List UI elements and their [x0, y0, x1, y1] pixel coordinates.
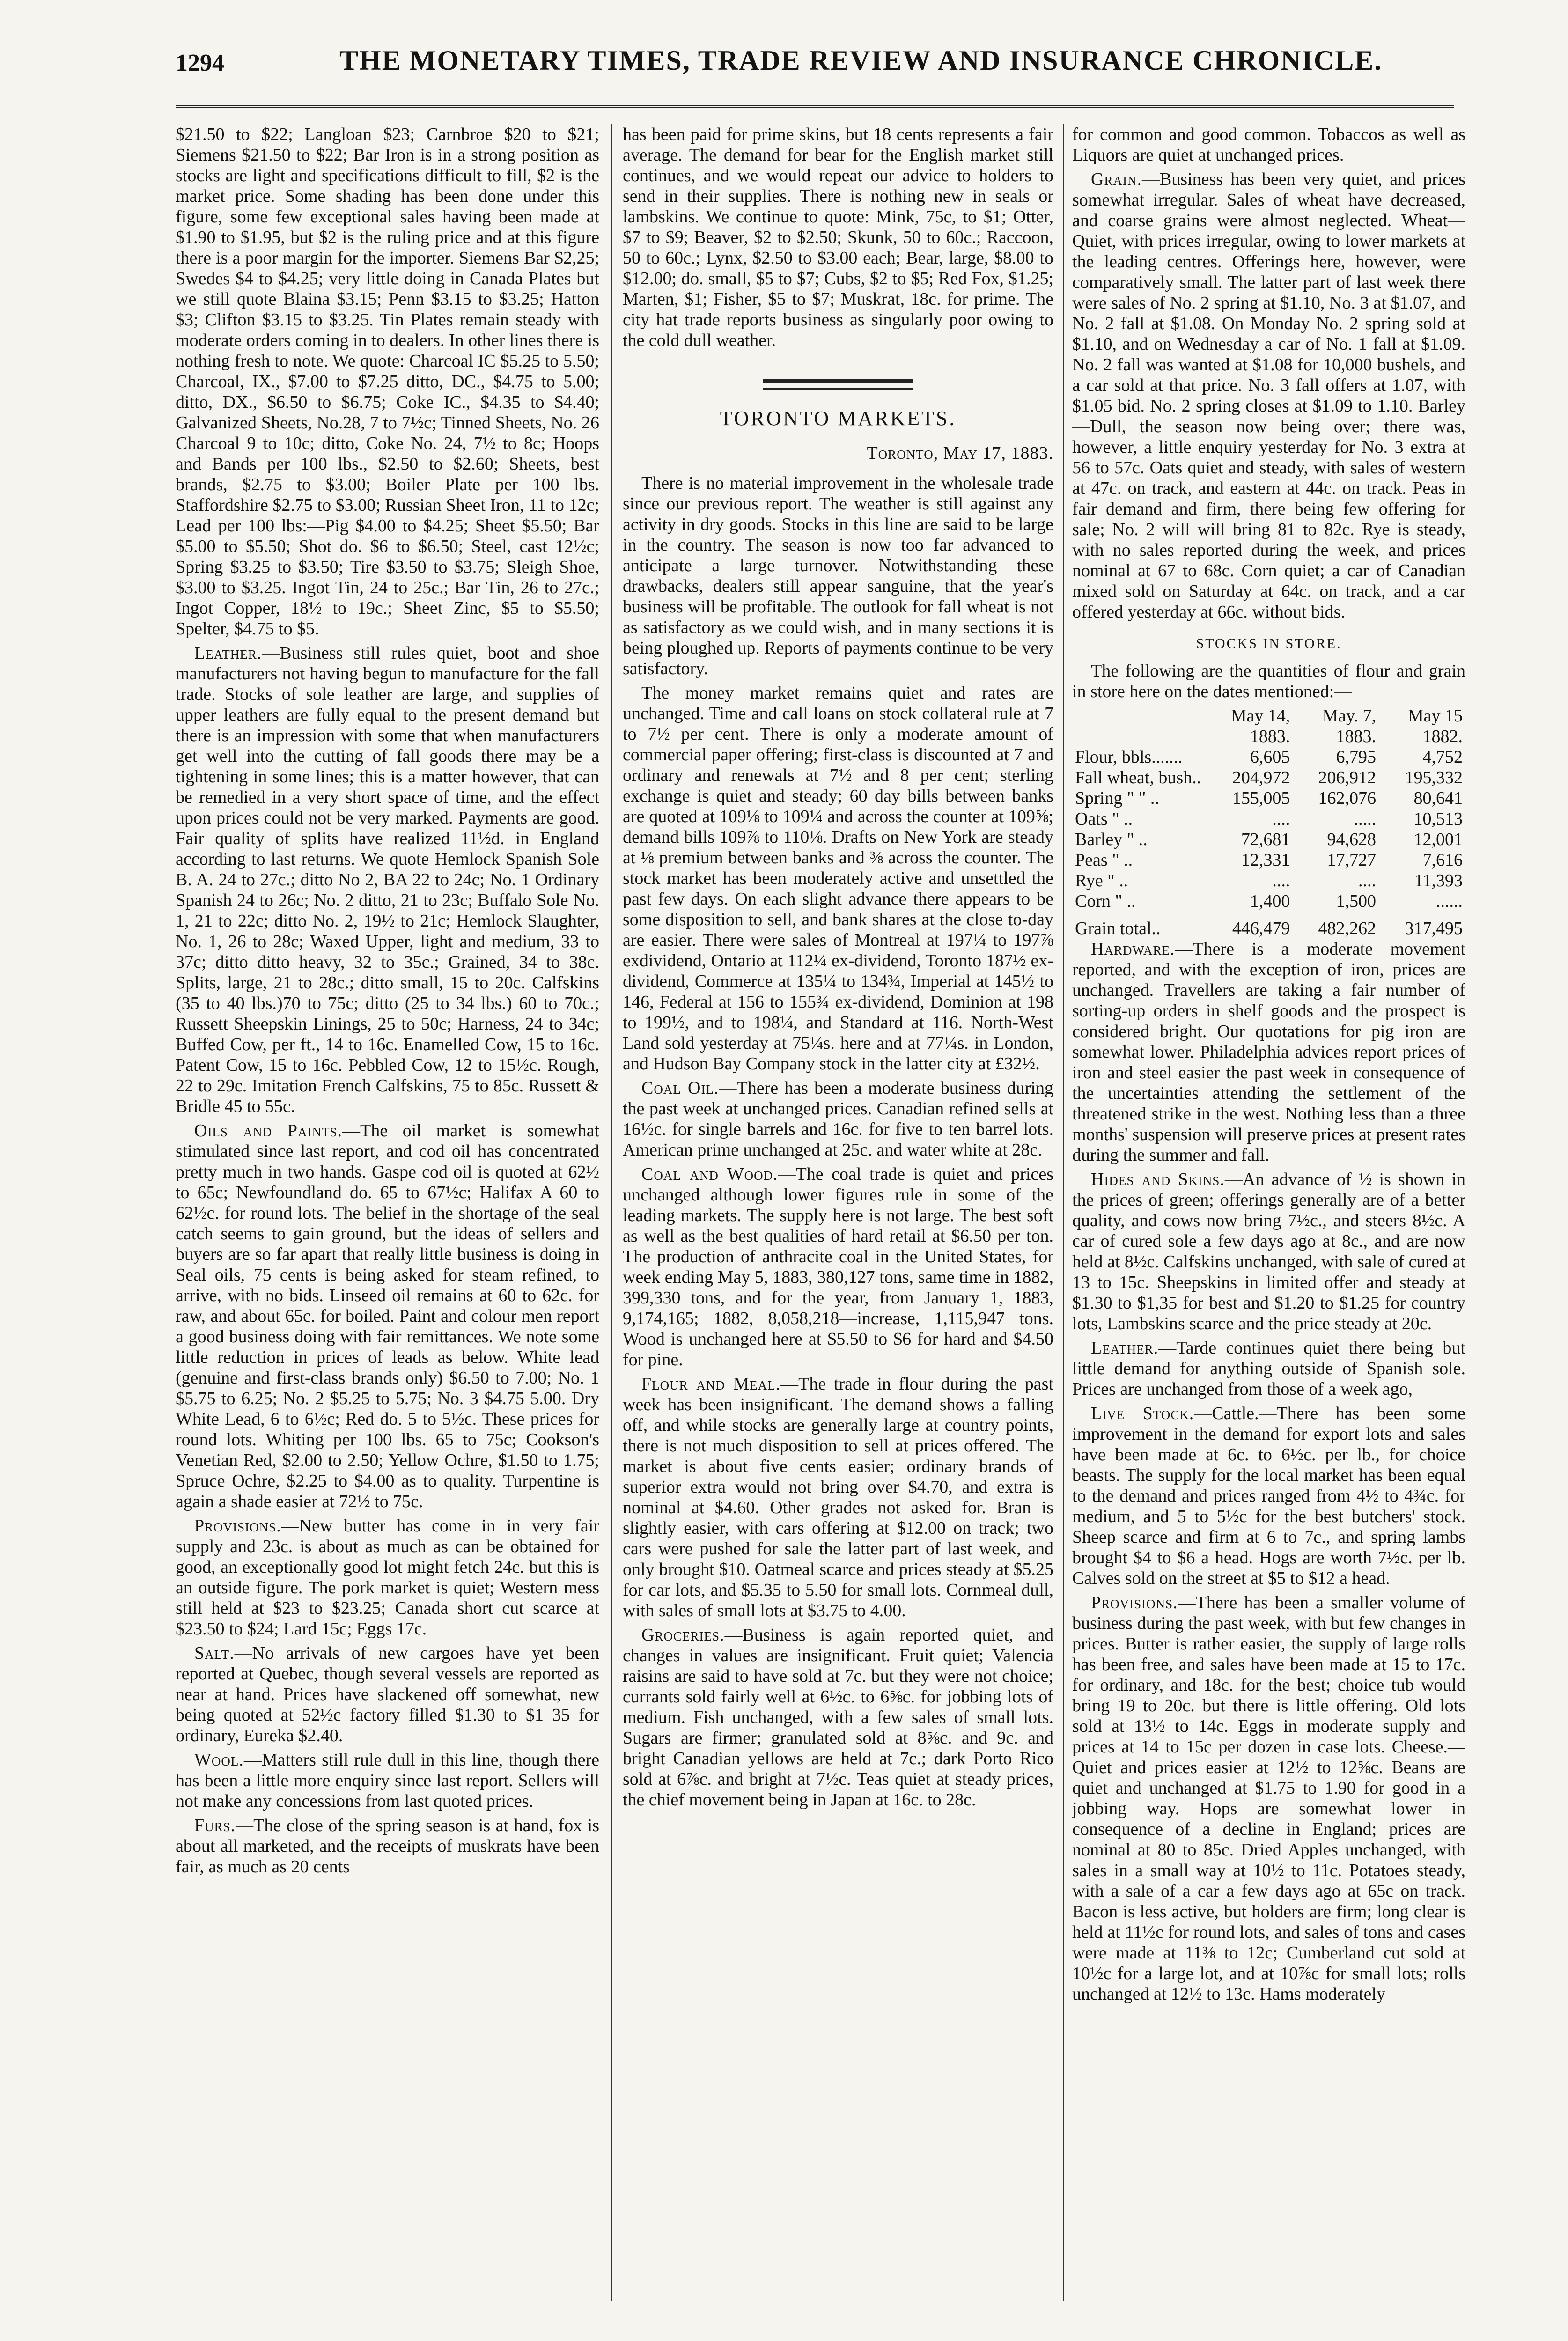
table-row — [1072, 809, 1465, 829]
row-label: Spring " " .. — [1075, 788, 1159, 808]
section-heading: Coal Oil. — [641, 1078, 719, 1098]
paragraph-text: —There is a moderate movement reported, and with the exception of iron, prices are unchanged. Travellers are taking a fair number of sorting-up orders in shelf goods and the prospect is considered bright. Our quotations for pig iron are somewhat lower. Philadelphia advices report prices of iron and steel easier the past week in consequence of the uncertainties attending the settlement of the threatened strike in the west. Nothing less than a three months' suspension will preserve prices at present rates during the summer and fall. — [1072, 939, 1465, 1165]
cell: 482,262 — [1318, 919, 1376, 938]
row-label: Rye " .. — [1075, 871, 1128, 891]
cell: 11,393 — [1414, 871, 1463, 891]
column-header: May 15 1882. — [1407, 706, 1463, 746]
section-rule — [763, 388, 913, 390]
row-label: Barley " .. — [1075, 830, 1148, 849]
section-title: TORONTO MARKETS. — [720, 407, 957, 430]
column-divider — [611, 124, 612, 2301]
cell: 6,795 — [1336, 747, 1376, 767]
paragraph-text: —Business still rules quiet, boot and shoe manufacturers not having begun to manufacture for the fall trade. Stocks of sole leather are large, and supplies of upper leathers are fully equal to the present demand but there is an impression with some that when manufacturers get well into the cutting of fall goods there may be a tightening in some lines; this is a matter however, that can be remedied in a very short space of time, and the effect upon prices could not be very marked. Payments are good. Fair quality of splits have realized 11½d. in England according to last returns. We quote Hemlock Spanish Sole B. A. 24 to 27c.; ditto No 2, BA 22 to 24c; No. 1 Ordinary Spanish 24 to 26c; No. 2 ditto, 21 to 23c; Buffalo Sole No. 1, 21 to 22c; ditto No. 2, 19½ to 21c; Hemlock Slaughter, No. 1, 26 to 28c; Waxed Upper, light and medium, 33 to 37c; ditto ditto heavy, 32 to 35c.; Grained, 34 to 38c. Splits, large, 21 to 28c.; ditto small, 15 to 20c. Calfskins (35 to 40 lbs.)70 to 75c; ditto (25 to 34 lbs.) 60 to 70c.; Russett Sheepskin Linings, 25 to 50c; Harness, 24 to 34c; Buffed Cow, per ft., 14 to 16c. Enamelled Cow, 15 to 16c. Patent Cow, 15 to 16c. Pebbled Cow, 12 to 15½c. Rough, 22 to 29c. Imitation French Calfskins, 75 to 85c. Russett & Bridle 45 to 55c. — [176, 643, 599, 1116]
cell: 204,972 — [1232, 768, 1290, 788]
cell: 12,001 — [1413, 830, 1463, 849]
row-label: Fall wheat, bush.. — [1075, 768, 1201, 788]
paragraph-text: —The coal trade is quiet and prices unchanged although lower figures rule in some of the leading markets. The supply here is not large. The best soft as well as the best qualities of hard retail at $6.50 per ton. The production of anthracite coal in the United States, for week ending May 5, 1883, 380,127 tons, same time in 1882, 399,330 tons, and for the year, from January 1, 1883, 9,174,165; 1882, 8,058,218—increase, 1,115,947 tons. Wood is unchanged here at $5.50 to $6 for hard and $4.50 for pine. — [623, 1164, 1053, 1369]
section-heading: Groceries. — [641, 1625, 725, 1645]
hides-skins-paragraph — [1072, 1169, 1465, 1334]
cell: 1,400 — [1250, 891, 1290, 911]
section-heading: Furs. — [194, 1816, 236, 1835]
cell: 206,912 — [1318, 768, 1376, 788]
column-1 — [176, 124, 599, 2297]
row-label: Corn " .. — [1075, 891, 1136, 911]
furs-paragraph — [176, 1815, 599, 1877]
table-row — [1072, 829, 1465, 850]
paragraph-text: —Business is again reported quiet, and changes in values are insignificant. Fruit quiet; Valencia raisins are said to have sold at 7c. but they were not choice; currants sold fairly well at 6½c. to 6⅝c. for jobbing lots of medium. Fish unchanged, with a few sales of small lots. Sugars are firmer; granulated sold at 8⅝c. and 9c. and bright Canadian yellows are held at 7c.; dark Porto Rico sold at 6⅞c. and bright at 7½c. Teas quiet at steady prices, the chief movement being in Japan at 16c. to 28c. — [623, 1625, 1053, 1810]
live-stock-paragraph — [1072, 1403, 1465, 1589]
cell: .... — [1272, 871, 1290, 891]
paragraph-text: —There has been a smaller volume of business during the past week, with but few changes in prices. Butter is rather easier, the supply of large rolls has been free, and sales have been made at 15 to 17c. for ordinary, and 18c. for the best; choice tub would bring 19 to 20c. but there is little offering. Old lots sold at 13½ to 14c. Eggs in moderate supply and prices at 14 to 15c per dozen in case lots. Cheese.—Quiet and prices easier at 12½ to 12⅝c. Beans are quiet and unchanged at $1.75 to 1.90 for good in a jobbing way. Hops are somewhat lower in consequence of a decline in England; prices are nominal at 80 to 85c. Dried Apples unchanged, with sales in a small way at 10½ to 11c. Potatoes steady, with a sale of a car a few days ago at 65c on track. Bacon is less active, but holders are firm; long clear is held at 11½c for round lots, and sales of tons and cases were made at 11⅜ to 12c; Cumberland cut sold at 10½c for a large lot, and at 10⅞c for small lots; rolls unchanged at 12½ to 13c. Hams moderately — [1072, 1593, 1465, 2004]
groceries-continued-paragraph: for common and good common. Tobaccos as well as Liquors are quiet at unchanged prices. — [1072, 125, 1465, 165]
iron-paragraph: $21.50 to $22; Langloan $23; Carnbroe $20 to $21; Siemens $21.50 to $22; Bar Iron is in a strong position as stocks are light and specifications difficult to fill, $2 is the market price. Some shading has been done under this figure, some few exceptional sales having been made at $1.90 to $1.95, but $2 is the ruling price and at this figure there is a poor margin for the importer. Siemens Bar $2,25; Swedes $4 to $4.25; very little doing in Canada Plates but we still quote Blaina $3.15; Penn $3.15 to $3.25; Hatton $3; Clifton $3.15 to $3.25. Tin Plates remain steady with moderate orders coming in to dealers. In other lines there is nothing fresh to note. We quote: Charcoal IC $5.25 to 5.50; Charcoal, IX., $7.00 to $7.25 ditto, DC., $4.75 to 5.00; ditto, DX., $6.50 to $6.75; Coke IC., $4.35 to $4.40; Galvanized Sheets, No.28, 7 to 7½c; Tinned Sheets, No. 26 Charcoal 9 to 10c; ditto, Coke No. 24, 7½ to 8c; Hoops and Bands per 100 lbs., $2.50 to $2.60; Sheets, best brands, $2.75 to $3.00; Boiler Plate per 100 lbs. Staffordshire $2.75 to $3.00; Russian Sheet Iron, 11 to 12c; Lead per 100 lbs:—Pig $4.00 to $4.25; Sheet $5.50; Bar $5.00 to $5.50; Shot do. $6 to $6.50; Steel, cast 12½c; Spring $3.25 to $3.50; Tire $3.50 to $3.75; Sleigh Shoe, $3.00 to $3.25. Ingot Tin, 24 to 25c.; Bar Tin, 26 to 27c.; Ingot Copper, 18½ to 19c.; Sheet Zinc, $5 to $5.50; Spelter, $4.75 to $5. — [176, 125, 599, 639]
section-rule — [763, 379, 913, 383]
cell: 317,495 — [1405, 919, 1463, 938]
cell: 7,616 — [1422, 850, 1463, 870]
salt-paragraph — [176, 1643, 599, 1746]
stocks-table — [1072, 706, 1465, 939]
provisions-paragraph — [1072, 1592, 1465, 2004]
paragraph-text: —There has been a moderate business during the past week at unchanged prices. Canadian refined sells at 16½c. for single barrels and 16c. for five to ten barrel lots. American prime unchanged at 25c. and water white at 28c. — [623, 1078, 1053, 1160]
section-heading: Salt. — [194, 1643, 235, 1663]
section-heading: Provisions. — [1091, 1593, 1178, 1612]
page-number: 1294 — [176, 50, 224, 76]
section-heading: Oils and Paints. — [194, 1121, 343, 1141]
coal-wood-paragraph — [623, 1164, 1053, 1370]
leather-paragraph — [176, 643, 599, 1117]
cell: .... — [1272, 809, 1290, 829]
cell: 4,752 — [1422, 747, 1463, 767]
table-row — [1072, 788, 1465, 809]
column-divider — [1063, 124, 1064, 2301]
table-row — [1072, 747, 1465, 767]
journal-title: THE MONETARY TIMES, TRADE REVIEW AND INSURANCE CHRONICLE. — [339, 45, 1383, 76]
header-rule — [176, 105, 1454, 108]
table-row — [1072, 891, 1465, 912]
table-row — [1072, 767, 1465, 788]
cell: 6,605 — [1250, 747, 1290, 767]
groceries-paragraph — [623, 1625, 1053, 1810]
cell: 446,479 — [1232, 919, 1290, 938]
cell: 12,331 — [1241, 850, 1290, 870]
coal-oil-paragraph — [623, 1078, 1053, 1160]
page-header — [176, 44, 1454, 119]
section-heading: Leather. — [194, 643, 262, 663]
furs-continued-paragraph: has been paid for prime skins, but 18 cents represents a fair average. The demand for bear for the English market still continues, and we would repeat our advice to holders to send in their supplies. There is nothing new in seals or lambskins. We continue to quote: Mink, 75c, to $1; Otter, $7 to $9; Beaver, $2 to $2.50; Skunk, 50 to 60c.; Raccoon, 50 to 60c.; Lynx, $2.50 to $3.00 each; Bear, large, $8.00 to $12.00; do. small, $5 to $7; Cubs, $2 to $5; Red Fox, $1.25; Marten, $1; Fisher, $5 to $7; Muskrat, 18c. for prime. The city hat trade reports business as singularly poor owing to the cold dull weather. — [623, 125, 1053, 350]
paragraph-text: —Tarde continues quiet there being but little demand for anything outside of Spanish sole. Prices are unchanged from those of a week ago, — [1072, 1338, 1465, 1399]
section-heading: Live Stock. — [1091, 1404, 1194, 1423]
stocks-heading: STOCKS IN STORE. — [1196, 636, 1342, 651]
cell: 17,727 — [1327, 850, 1376, 870]
section-heading: Hardware. — [1091, 939, 1175, 959]
cell: 72,681 — [1241, 830, 1290, 849]
column-2 — [623, 124, 1053, 2297]
intro-paragraph: There is no material improvement in the wholesale trade since our previous report. The weather is still against any activity in dry goods. Stocks in this line are said to be large in the country. The season is now too far advanced to anticipate a large turnover. Notwithstanding these drawbacks, dealers still appear sanguine, that the year's business will be profitable. The outlook for fall wheat is not as satisfactory as we could wish, and in many sections it is being ploughed up. Reports of payments continue to be very satisfactory. — [623, 473, 1053, 678]
paragraph-text: —The close of the spring season is at hand, fox is about all marketed, and the receipts of muskrats have been fair, as much as 20 cents — [176, 1816, 599, 1877]
leather-paragraph — [1072, 1338, 1465, 1399]
section-heading: Provisions. — [194, 1516, 281, 1536]
table-total-row — [1072, 912, 1465, 939]
cell: 10,513 — [1413, 809, 1463, 829]
row-label: Grain total.. — [1075, 919, 1161, 938]
table-row — [1072, 850, 1465, 870]
cell: ...... — [1436, 891, 1463, 911]
cell: 94,628 — [1327, 830, 1376, 849]
flour-meal-paragraph — [623, 1374, 1053, 1621]
cell: 155,005 — [1232, 788, 1290, 808]
paragraph-text: —New butter has come in in very fair supply and 23c. is about as much as can be obtained for good, an exceptionally good lot might fetch 24c. but this is an outside figure. The pork market is quiet; Western mess still held at $23 to $23.25; Canada short cut scarce at $23.50 to $24; Lard 15c; Eggs 17c. — [176, 1516, 599, 1639]
section-heading: Grain. — [1091, 169, 1142, 189]
column-header: May 14, 1883. — [1230, 706, 1290, 746]
section-heading: Hides and Skins. — [1091, 1170, 1225, 1189]
money-market-paragraph: The money market remains quiet and rates are unchanged. Time and call loans on stock collateral rule at 7 to 7½ per cent. There is only a moderate amount of commercial paper offering; first-class is discounted at 7 and ordinary and renewals at 7½ and 8 per cent; sterling exchange is quiet and steady; 60 day bills between banks are quoted at 109⅛ to 109¼ and across the counter at 109⅝; demand bills 109⅞ to 110⅛. Drafts on New York are steady at ⅛ premium between banks and ⅜ across the counter. The stock market has been moderately active and unsettled the past few days. On each slight advance there appears to be some disposition to sell, and bank shares at the close to-day are easier. There were sales of Montreal at 197¼ to 197⅞ exdividend, Ontario at 112¼ ex-dividend, Toronto 187½ ex-dividend, Commerce at 135¼ to 134¾, Imperial at 145½ to 146, Federal at 156 to 155¾ ex-dividend, Dominion at 198 to 199½, and to 198¼, and Standard at 116. North-West Land sold yesterday at 75¼s. here and at 77¼s. in London, and Hudson Bay Company stock in the latter city at £32½. — [623, 683, 1053, 1074]
stocks-intro: The following are the quantities of flour and grain in store here on the dates mentioned:— — [1072, 661, 1465, 701]
column-header — [1072, 706, 1204, 747]
oils-paragraph — [176, 1120, 599, 1512]
paragraph-text: —The trade in flour during the past week has been insignificant. The demand shows a falling off, and while stocks are generally large at country points, there is not much disposition to sell at prices offered. The market is about five cents easier; ordinary brands of superior extra would not bring over $4.70, and extra is nominal at $4.60. Other grades not asked for. Bran is slightly easier, with cars offering at $12.00 on track; two cars were pushed for sale the latter part of last week, and only brought $10. Oatmeal scarce and prices steady at $5.25 for car lots, and $5.35 to 5.50 for small lots. Cornmeal dull, with sales of small lots at $3.75 to 4.00. — [623, 1374, 1053, 1620]
dateline: Toronto, May 17, 1883. — [867, 443, 1053, 463]
row-label: Peas " .. — [1075, 850, 1133, 870]
cell: 80,641 — [1413, 788, 1463, 808]
cell: .... — [1358, 871, 1376, 891]
section-heading: Leather. — [1091, 1338, 1159, 1358]
paragraph-text: —The oil market is somewhat stimulated since last report, and cod oil has concentrated pretty much in two hands. Gaspe cod oil is quoted at 62½ to 65c; Newfoundland do. 65 to 67½c; Halifax A 60 to 62½c. for round lots. The belief in the shortage of the seal catch seems to gain ground, but the ideas of sellers and buyers are so far apart that really little business is doing in Seal oils, 75 cents is being asked for steam refined, to arrive, with no bids. Linseed oil remains at 60 to 62c. for raw, and about 65c. for boiled. Paint and colour men report a good business doing with fair remittances. We note some little reduction in prices of leads as below. White lead (genuine and first-class brands only) $6.50 to 7.00; No. 1 $5.75 to 6.25; No. 2 $5.25 to 5.75; No. 3 $4.75 5.00. Dry White Lead, 6 to 6½c; Red do. 5 to 5½c. These prices for round lots. Whiting per 100 lbs. 65 to 75c; Cookson's Venetian Red, $2.00 to 2.50; Yellow Ochre, $1.50 to 1.75; Spruce Ochre, $2.25 to $4.00 as to quality. Turpentine is again a shade easier at 72½ to 75c. — [176, 1121, 599, 1511]
paragraph-text: —Matters still rule dull in this line, though there has been a little more enquiry since last report. Sellers will not make any concessions from last quoted prices. — [176, 1750, 599, 1811]
row-label: Flour, bbls....... — [1075, 747, 1183, 767]
provisions-paragraph — [176, 1516, 599, 1639]
cell: 195,332 — [1405, 768, 1463, 788]
cell: 162,076 — [1318, 788, 1376, 808]
paragraph-text: —An advance of ½ is shown in the prices of green; offerings generally are of a better quality, and cows now bring 7½c., and steers 8½c. A car of cured sole a few days ago at 8c., and are now held at 8½c. Calfskins unchanged, with sale of cured at 13 to 15c. Sheepskins in limited offer and steady at $1.30 to $1,35 for best and $1.20 to $1.25 for country lots, Lambskins scarce and the price steady at 20c. — [1072, 1170, 1465, 1333]
wool-paragraph — [176, 1750, 599, 1811]
section-heading: Wool. — [194, 1750, 244, 1770]
row-label: Oats " .. — [1075, 809, 1133, 829]
paragraph-text: —Cattle.—There has been some improvement in the demand for export lots and sales have been made at 6c. to 6½c. per lb., for choice beasts. The supply for the local market has been equal to the demand and prices ranged from 4½ to 4¾c. for medium, and 5 to 5½c for the best butchers' stock. Sheep scarce and firm at 6 to 7c., and spring lambs brought $4 to $6 a head. Hogs are worth 7½c. per lb. Calves sold on the street at $5 to $12 a head. — [1072, 1404, 1465, 1588]
hardware-paragraph — [1072, 939, 1465, 1165]
cell: ..... — [1354, 809, 1376, 829]
column-3 — [1072, 124, 1465, 2297]
section-heading: Coal and Wood. — [641, 1164, 778, 1184]
section-heading: Flour and Meal. — [641, 1374, 781, 1394]
cell: 1,500 — [1336, 891, 1376, 911]
paragraph-text: —Business has been very quiet, and prices somewhat irregular. Sales of wheat have decreased, and coarse grains were almost neglected. Wheat—Quiet, with prices irregular, owing to lower markets at the leading centres. Offerings here, however, were comparatively small. The latter part of last week there were sales of No. 2 spring at $1.10, No. 3 at $1.07, and No. 2 fall at $1.08. On Monday No. 2 spring sold at $1.10, and on Wednesday a car of No. 1 fall at $1.09. No. 2 fall was wanted at $1.08 for 10,000 bushels, and a car sold at that price. No. 3 fall offers at 1.07, with $1.05 bid. No. 2 spring closes at $1.09 to 1.10. Barley—Dull, the season now being over; there was, however, a little enquiry yesterday for No. 3 extra at 56 to 57c. Oats quiet and steady, with sales of western at 47c. on track, and eastern at 44c. on track. Peas in fair demand and firm, there being few offering for sale; No. 2 will will bring 81 to 82c. Rye is steady, with no sales reported during the week, and prices nominal at 67 to 68c. Corn quiet; a car of Canadian mixed sold on Saturday at 64c. on track, and a car offered yesterday at 66c. without bids. — [1072, 169, 1465, 622]
table-header-row — [1072, 706, 1465, 747]
grain-paragraph — [1072, 169, 1465, 622]
paragraph-text: —No arrivals of new cargoes have yet been reported at Quebec, though several vessels are reported as near at hand. Prices have slackened off somewhat, new being quoted at 52½c factory filled $1.30 to $1 35 for ordinary, Eureka $2.40. — [176, 1643, 599, 1745]
column-header: May. 7, 1883. — [1322, 706, 1376, 746]
table-row — [1072, 870, 1465, 891]
